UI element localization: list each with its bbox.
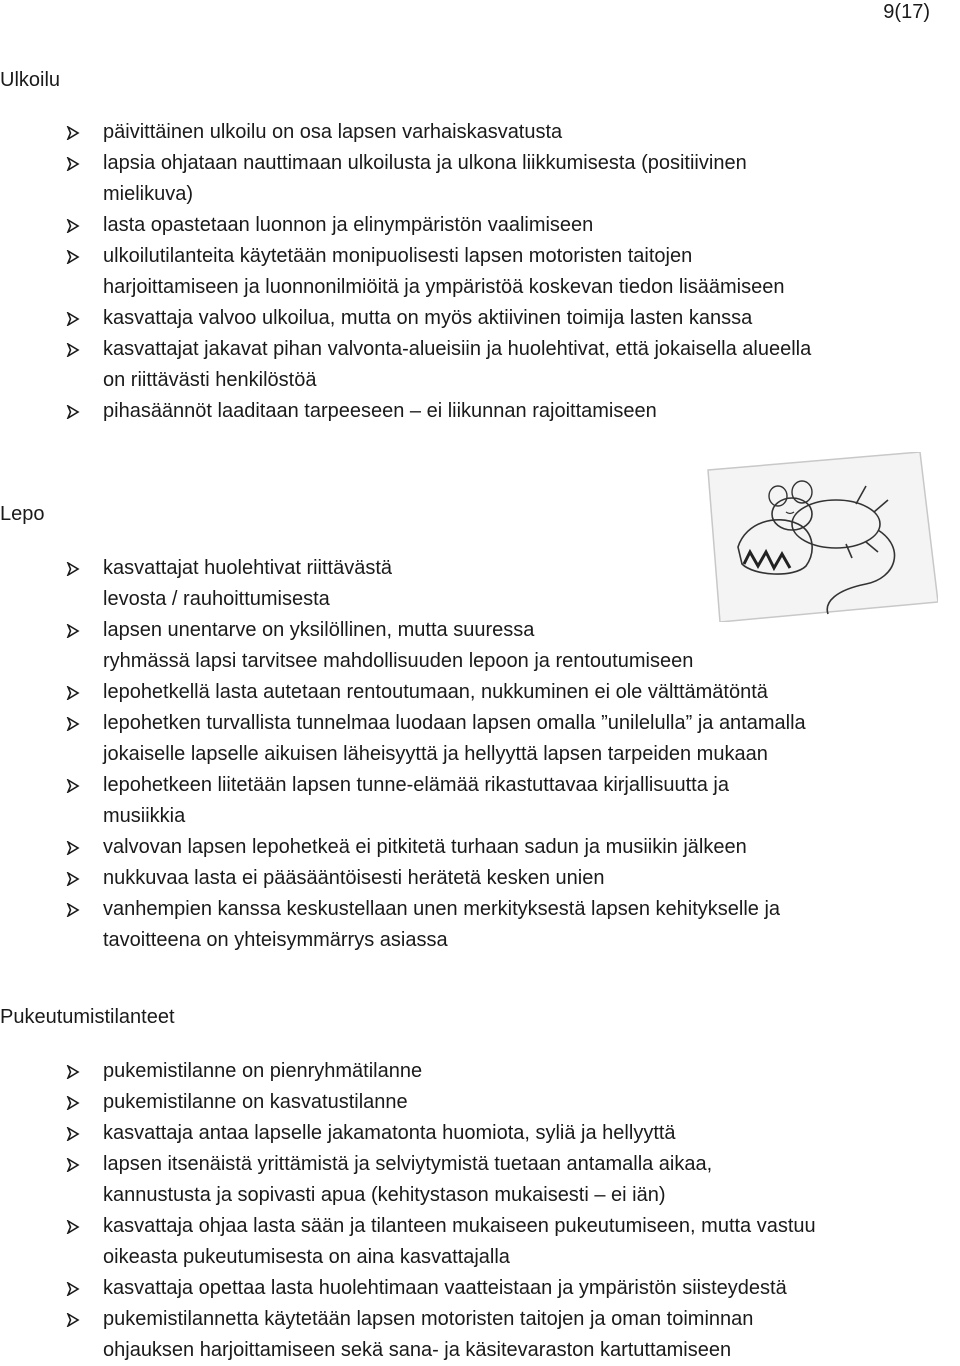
list-item xyxy=(0,553,930,615)
arrow-bullet-icon xyxy=(66,405,80,419)
list-item-text: lepohetkeen liitetään lapsen tunne-elämää rikastuttavaa kirjallisuutta ja musiikkia xyxy=(103,774,729,827)
arrow-bullet-icon xyxy=(66,1282,80,1296)
list-item-text: pukemistilannetta käytetään lapsen motoristen taitojen ja oman toiminnan ohjauksen harjoittamiseen sekä sana- ja käsitevaraston kartuttamiseen xyxy=(103,1308,754,1361)
list-item xyxy=(0,708,930,770)
list-item xyxy=(0,396,900,427)
list-item xyxy=(0,334,900,396)
list-item-text: kasvattajat jakavat pihan valvonta-alueisiin ja huolehtivat, että jokaisella alueella on riittävästi henkilöstöä xyxy=(103,338,812,391)
arrow-bullet-icon xyxy=(66,343,80,357)
arrow-bullet-icon xyxy=(66,903,80,917)
arrow-bullet-icon xyxy=(66,157,80,171)
list-item xyxy=(0,677,930,708)
list-item-text: lepohetkellä lasta autetaan rentoutumaan, nukkuminen ei ole välttämätöntä xyxy=(103,681,768,703)
list-item-text: pukemistilanne on kasvatustilanne xyxy=(103,1091,408,1113)
list-item-text: kasvattaja antaa lapselle jakamatonta huomiota, syliä ja hellyyttä xyxy=(103,1122,676,1144)
list-item-text: valvovan lapsen lepohetkeä ei pitkitetä turhaan sadun ja musiikin jälkeen xyxy=(103,836,747,858)
arrow-bullet-icon xyxy=(66,686,80,700)
arrow-bullet-icon xyxy=(66,250,80,264)
list-item xyxy=(0,1211,940,1273)
list-item-text: nukkuvaa lasta ei pääsääntöisesti herätetä kesken unien xyxy=(103,867,605,889)
arrow-bullet-icon xyxy=(66,717,80,731)
list-item-text: kasvattaja valvoo ulkoilua, mutta on myös aktiivinen toimija lasten kanssa xyxy=(103,307,753,329)
list-item-text: vanhempien kanssa keskustellaan unen merkityksestä lapsen kehitykselle ja tavoitteena on yhteisymmärrys asiassa xyxy=(103,898,781,951)
list-item-text: lapsen itsenäistä yrittämistä ja selviytymistä tuetaan antamalla aikaa, kannustusta ja sopivasti apua (kehitystason mukaisesti – ei iän) xyxy=(103,1153,713,1206)
arrow-bullet-icon xyxy=(66,1158,80,1172)
list-item xyxy=(0,615,930,677)
list-item xyxy=(0,117,900,148)
list-item xyxy=(0,832,930,863)
list-item xyxy=(0,1149,940,1211)
arrow-bullet-icon xyxy=(66,219,80,233)
arrow-bullet-icon xyxy=(66,779,80,793)
arrow-bullet-icon xyxy=(66,624,80,638)
list-item xyxy=(0,241,900,303)
list-item-text: lepohetken turvallista tunnelmaa luodaan lapsen omalla ”unilelulla” ja antamalla jokaiselle lapselle aikuisen läheisyyttä ja hellyyttä lapsen tarpeiden mukaan xyxy=(103,712,806,765)
list-item xyxy=(0,148,900,210)
list-item xyxy=(0,210,900,241)
list-item-text: pukemistilanne on pienryhmätilanne xyxy=(103,1060,423,1082)
list-item-text: päivittäinen ulkoilu on osa lapsen varhaiskasvatusta xyxy=(103,121,563,143)
list-item xyxy=(0,1087,940,1118)
list-item-text: pihasäännöt laaditaan tarpeeseen – ei liikunnan rajoittamiseen xyxy=(103,400,657,422)
arrow-bullet-icon xyxy=(66,1065,80,1079)
arrow-bullet-icon xyxy=(66,126,80,140)
list-item-text: kasvattaja ohjaa lasta sään ja tilanteen mukaiseen pukeutumiseen, mutta vastuu oikeasta pukeutumisesta on aina kasvattajalla xyxy=(103,1215,816,1268)
list-item xyxy=(0,1056,940,1087)
list-item-text: lasta opastetaan luonnon ja elinympäristön vaalimiseen xyxy=(103,214,594,236)
list-item xyxy=(0,770,930,832)
list-item-text: lapsia ohjataan nauttimaan ulkoilusta ja ulkona liikkumisesta (positiivinen mielikuva) xyxy=(103,152,747,205)
list-item xyxy=(0,1273,940,1304)
section-heading-pukeutumistilanteet: Pukeutumistilanteet xyxy=(0,1006,175,1028)
arrow-bullet-icon xyxy=(66,872,80,886)
arrow-bullet-icon xyxy=(66,1313,80,1327)
bullet-list-pukeutumistilanteet xyxy=(0,1056,940,1366)
list-item xyxy=(0,1304,940,1366)
list-item-text: kasvattaja opettaa lasta huolehtimaan vaatteistaan ja ympäristön siisteydestä xyxy=(103,1277,787,1299)
list-item-text: kasvattajat huolehtivat riittävästä levosta / rauhoittumisesta xyxy=(103,557,393,610)
list-item xyxy=(0,1118,940,1149)
arrow-bullet-icon xyxy=(66,841,80,855)
list-item xyxy=(0,303,900,334)
arrow-bullet-icon xyxy=(66,1220,80,1234)
list-item xyxy=(0,863,930,894)
page-number: 9(17) xyxy=(883,1,930,23)
list-item xyxy=(0,894,930,956)
arrow-bullet-icon xyxy=(66,1127,80,1141)
section-heading-lepo: Lepo xyxy=(0,503,45,525)
list-item-text: ulkoilutilanteita käytetään monipuolisesti lapsen motoristen taitojen harjoittamiseen ja luonnonilmiöitä ja ympäristöä koskevan tiedon lisäämiseen xyxy=(103,245,785,298)
bullet-list-lepo xyxy=(0,553,930,956)
arrow-bullet-icon xyxy=(66,312,80,326)
list-item-text: lapsen unentarve on yksilöllinen, mutta suuressa ryhmässä lapsi tarvitsee mahdollisuuden lepoon ja rentoutumiseen xyxy=(103,619,694,672)
arrow-bullet-icon xyxy=(66,562,80,576)
section-heading-ulkoilu: Ulkoilu xyxy=(0,69,61,91)
arrow-bullet-icon xyxy=(66,1096,80,1110)
bullet-list-ulkoilu xyxy=(0,117,900,427)
